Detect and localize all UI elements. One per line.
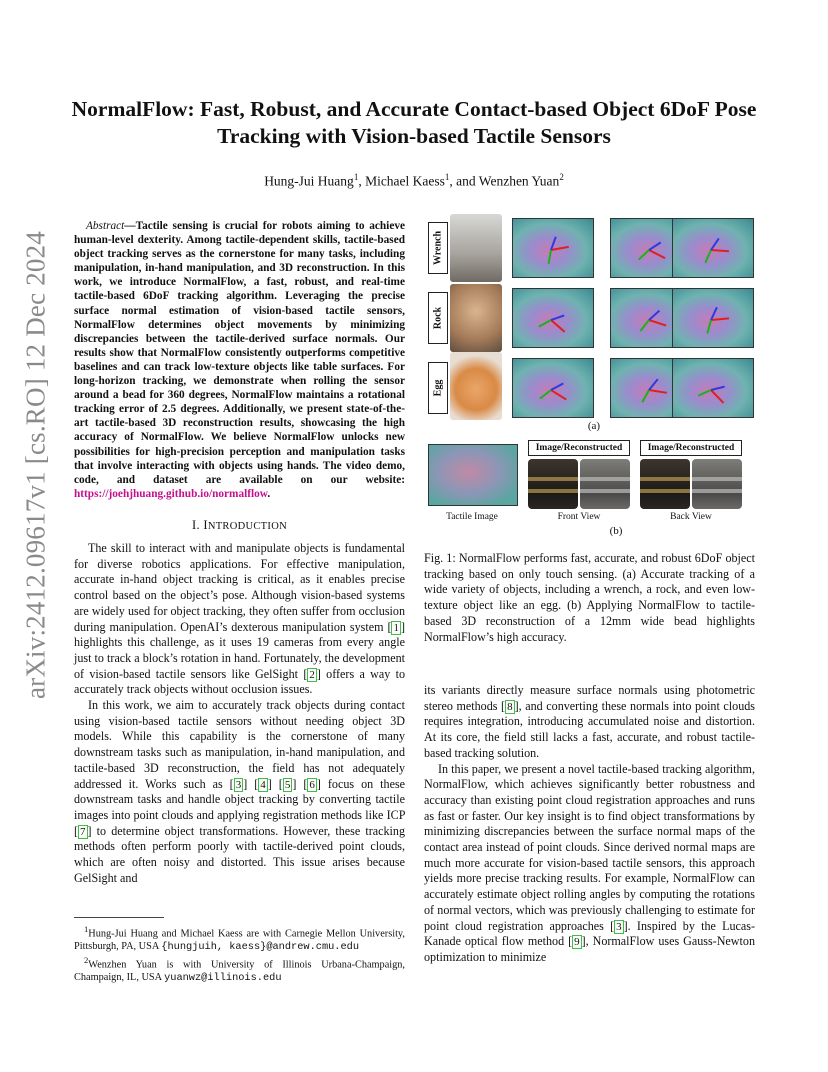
author-list [70, 172, 758, 190]
pose-axis [551, 383, 564, 391]
citation-link[interactable]: 3 [616, 920, 622, 933]
email: yuanwz@illinois.edu [164, 971, 282, 984]
tactile-tile [512, 288, 594, 348]
author-separator: , [358, 173, 366, 189]
text: , and converting these normals into point clouds requires integration, introducing accumulated noise and distortion. At its core, the field still lacks a fast, accurate, and robust tactile-based tracking solution. [424, 698, 755, 760]
egg-photo [450, 352, 502, 420]
citation-link[interactable]: 6 [309, 778, 315, 791]
pose-axis [711, 386, 725, 391]
pose-axis [649, 389, 667, 394]
text: In this paper, we present a novel tactile-based tracking algorithm, NormalFlow, which achieves significantly better robustness and accuracy than existing point cloud registration approaches and runs as fast or faster. Our key insight is to find object transformations by minimizing discrepancies between the surface normal maps of the contact area instead of point clouds. Since derived normal maps are much more accurate for vision-based tactile sensors, this approach yields more precise tracking results. For example, NormalFlow can accurately estimate object rolling angles by computing the rotations of normal vectors, which was previously challenging to estimate for point cloud registration approaches [424, 761, 755, 933]
text: The skill to interact with and manipulate objects is fundamental for diverse robotics applications. For effective manipulation, accurate in-hand object tracking is critical, as it enables precise control based on the object’s pose. Although vision-based systems are widely used for object tracking, they often suffer from occlusion during manipulation. OpenAI’s dexterous manipulation system [74, 541, 405, 634]
citation-link[interactable]: 2 [309, 668, 315, 681]
pose-axis [649, 319, 667, 326]
pose-axis [641, 390, 650, 403]
citation-link[interactable]: 8 [507, 700, 513, 713]
footnotes [74, 923, 405, 984]
citation-link[interactable]: 3 [235, 778, 242, 791]
paragraph: its variants directly measure surface normals using photometric stereo methods [ 8 ], and converting these normals into point clouds requires integration, introducing accumulated noise and distortion. At its core, the field still lacks a fast, accurate, and robust tactile-based tracking solution. [424, 683, 755, 760]
row-label-rock: Rock [428, 292, 448, 344]
paragraph: The skill to interact with and manipulate objects is fundamental for diverse robotics applications. For effective manipulation, accurate in-hand object tracking is critical, as it enables precise control based on the object’s pose. Although vision-based systems are widely used for object tracking, they often suffer from occlusion during manipulation. OpenAI’s dexterous manipulation system [ 1 ] highlights this challenge, as it uses 19 cameras from every angle just to track a block’s rotation in hand. Fortunately, the development of vision-based tactile sensors like GelSight [ 2 ] offers a way to accurately track objects without occlusion issues. [74, 541, 405, 697]
bead-front-reconstruction [580, 459, 630, 509]
intro-body [74, 541, 405, 886]
arxiv-stamp [16, 230, 56, 700]
abstract-text: Tactile sensing is crucial for robots aiming to achieve human-level dexterity. Among tactile-dependent skills, tactile-based object tracking serves as the cornerstone for many tasks, including manipulation, in-hand manipulation, and 3D reconstruction. In this work, we introduce NormalFlow, a fast, robust, and real-time tactile-based 6DoF tracking algorithm. Leveraging the precise surface normal estimation of vision-based tactile sensors, NormalFlow determines object movements by minimizing discrepancies between the tactile-derived surface normals. Our results show that NormalFlow consistently outperforms competitive baselines and can track low-texture objects like table surfaces. For long-horizon tracking, we demonstrate when rolling the sensor around a bead for 360 degrees, NormalFlow maintains a rotational tracking error of 2.5 degrees. Additionally, we present state-of-the-art tactile-based 3D reconstruction results, showcasing the high accuracy of NormalFlow. We believe NormalFlow unlocks new possibilities for high-precision perception and manipulation tasks that involve interacting with objects using hands. The video demo, code, and dataset are available on our website: [74, 220, 405, 486]
pose-axis [550, 319, 565, 332]
pose-axis [698, 389, 712, 397]
pose-axis [648, 242, 661, 251]
tactile-tile [672, 358, 754, 418]
author-name: Michael Kaess [365, 173, 445, 189]
text: its variants directly measure surface normals using photometric stereo methods [424, 683, 755, 713]
author-name: Hung-Jui Huang [264, 173, 354, 189]
rock-photo [450, 284, 502, 352]
author-separator: , and [449, 173, 479, 189]
abstract-end: . [267, 487, 271, 500]
text: focus on these downstream tasks and handle object tracking by converting tactile images into point clouds and applying registration methods like ICP [74, 776, 406, 822]
pose-axis [649, 249, 666, 259]
citation-link[interactable]: 7 [80, 825, 86, 838]
sub-label-front: Front View [557, 512, 601, 522]
section-number: I. [192, 518, 200, 532]
paragraph: In this work, we aim to accurately track objects during contact using vision-based tactile sensors without needing object 3D models. While this capability is the cornerstone of many downstream tasks such as manipulation, in-hand manipulation, and tactile-based 3D reconstruction, the field has not adequately addressed it. Works such as [ 3 ] [ 4 ] [ 5 ] [ 6 ] focus on these downstream tasks and handle object tracking by converting tactile images into point clouds and applying registration methods like ICP [ 7 ] to determine object transformations. However, these tracking methods often perform poorly with tactile-derived point clouds, which are often noisy and distorted. This issue arises because GelSight and [74, 698, 406, 885]
email: {hungjuih, kaess}@andrew.cmu.edu [161, 941, 360, 954]
text: to determine object transformations. However, these tracking methods often perform poorly with tactile-derived point clouds, which are often noisy and distorted. This issue arises because GelSight and [74, 823, 405, 885]
author-name: Wenzhen Yuan [478, 173, 560, 189]
footnote-1: $^1$Hung-Jui Huang and Michael Kaess are with Carnegie Mellon University, Pittsburgh, PA, USA {hungjuih, kaess}@andrew.cmu.edu [74, 924, 405, 954]
text: highlights this challenge, as it uses 19 cameras from every angle just to track a block’s rotation in hand. Fortunately, the development of vision-based tactile sensors like GelSight [74, 635, 405, 681]
citation-link[interactable]: 5 [284, 778, 291, 791]
text: . Inspired by the Lucas-Kanade optical flow method [424, 918, 755, 949]
tactile-tile [512, 358, 594, 418]
abstract-label: Abstract [86, 220, 125, 232]
affiliation-mark: 2 [559, 172, 564, 182]
pose-axis [551, 246, 569, 251]
pose-axis [706, 320, 712, 334]
paragraph: In this paper, we present a novel tactile-based tracking algorithm, NormalFlow, which achieves significantly better robustness and accuracy than existing point cloud registration approaches and runs as fast or faster. Our key insight is to find object transformations by minimizing discrepancies between the surface normal maps of the contact area instead of point clouds. Since derived normal maps are much more accurate for vision-based tactile sensors, this approach yields more precise tracking results. For example, NormalFlow can accurately estimate object rolling angles by computing the rotations of normal vectors, which was previously challenging to estimate for point cloud registration approaches [ 3 ]. Inspired by the Lucas-Kanade optical flow method [ 9 ], NormalFlow uses Gauss-Newton optimization to minimize [424, 761, 755, 964]
tactile-image [428, 444, 518, 506]
pose-axis [640, 319, 650, 331]
citation-link[interactable]: 9 [574, 936, 580, 949]
section-title-rest: NTRODUCTION [207, 521, 287, 532]
affiliation-mark: 1 [444, 172, 450, 182]
row-label-egg: Egg [428, 362, 448, 414]
footnote-2: $^2$Wenzhen Yuan is with University of Illinois Urbana-Champaign, Champaign, IL, USA yuanwz@illinois.edu [74, 954, 405, 984]
pose-axis [551, 314, 565, 320]
tactile-tile [672, 288, 754, 348]
pose-axis [704, 250, 712, 264]
pose-axis [710, 389, 724, 403]
image-reconstructed-label: Image/Reconstructed [528, 440, 630, 456]
wrench-photo [450, 214, 502, 282]
citation-link[interactable]: 4 [260, 778, 266, 791]
pose-axis [638, 249, 650, 260]
pose-axis [538, 319, 551, 328]
tactile-tile [672, 218, 754, 278]
figure-caption: Fig. 1: NormalFlow performs fast, accurate, and robust 6DoF object tracking based on only touch sensing. (a) Accurate tracking of a wide variety of objects, including a wrench, a rock, and even low-texture object like an egg. (b) Applying NormalFlow to tactile-based 3D reconstruction of a 12mm wide bead highlights NormalFlow’s high accuracy. [424, 551, 755, 644]
subfigure-label-a: (a) [587, 420, 601, 432]
text: offers a way to accurately track objects without occlusion issues. [74, 666, 405, 697]
pose-axis [550, 389, 566, 400]
row-label-wrench: Wrench [428, 222, 448, 274]
bead-back-reconstruction [692, 459, 742, 509]
pose-axis [548, 250, 552, 264]
figure-1 [424, 212, 755, 542]
section-title-first: I [203, 518, 208, 532]
abstract-dash: — [124, 220, 136, 232]
bead-back-image [640, 459, 690, 509]
sub-label-tactile: Tactile Image [446, 512, 498, 522]
right-body [424, 683, 755, 966]
footnote-rule [74, 917, 164, 918]
subfigure-label-b: (b) [609, 525, 623, 537]
bead-front-image [528, 459, 578, 509]
pose-axis [539, 389, 551, 399]
image-reconstructed-label: Image/Reconstructed [640, 440, 742, 456]
pose-axis [711, 249, 729, 252]
pose-axis [711, 317, 729, 321]
paper-title: NormalFlow: Fast, Robust, and Accurate Contact-based Object 6DoF Pose Tracking with Vision-based Tactile Sensors [71, 97, 757, 148]
sub-label-back: Back View [670, 512, 712, 522]
text: In this work, we aim to accurately track objects during contact using vision-based tactile sensors without needing object 3D models. While this capability is the cornerstone of many downstream tasks such as manipulation, in-hand manipulation, and tactile-based 3D reconstruction, the field has not adequately addressed it. Works such as [74, 698, 405, 791]
section-heading [74, 518, 405, 533]
citation-link[interactable]: 1 [393, 621, 399, 634]
abstract [74, 219, 405, 501]
arxiv-stamp-text: arXiv:2412.09617v1 [cs.RO] 12 Dec 2024 [20, 230, 51, 700]
text: , NormalFlow uses Gauss-Newton optimization to minimize [424, 934, 755, 964]
pose-axis [648, 310, 660, 321]
affiliation-mark: 1 [353, 172, 359, 182]
project-link[interactable]: https://joehjhuang.github.io/normalflow [74, 487, 268, 500]
tactile-tile [512, 218, 594, 278]
